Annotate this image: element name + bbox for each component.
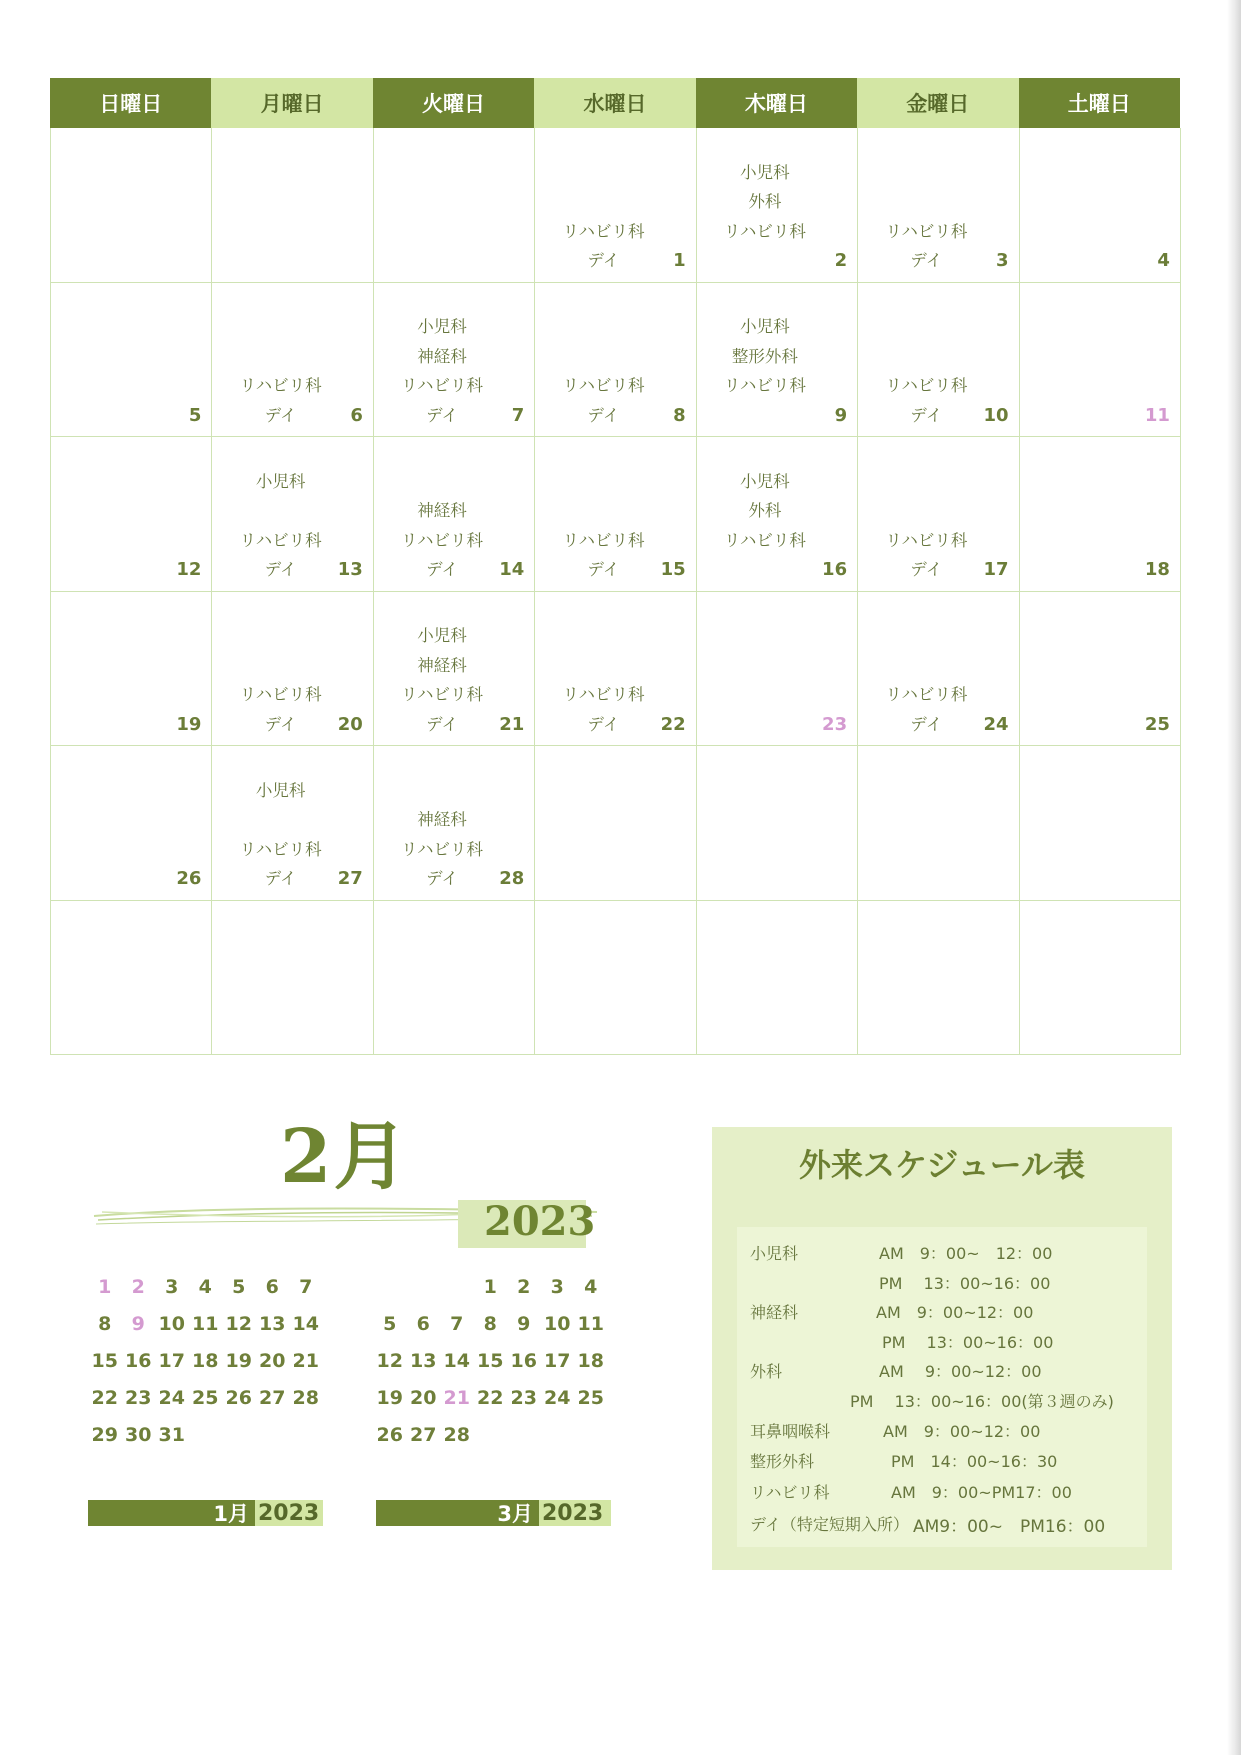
calendar-day-cell [1020,901,1181,1056]
day-number: 25 [1144,713,1170,735]
clinic-list [697,467,833,585]
mini-calendar-day: 8 [483,1312,497,1335]
mini-calendar-day: 10 [544,1312,571,1335]
clinic-entry: デイ [426,714,458,734]
clinic-entry: リハビリ科 [562,685,645,704]
day-number: 18 [1144,559,1170,580]
clinic-entry: リハビリ科 [562,530,645,550]
clinic-list [535,680,671,739]
clinic-entry: 神経科 [417,346,467,366]
day-number: 24 [983,713,1009,735]
weekday-header-cell: 土曜日 [1019,78,1180,128]
calendar-day-cell [374,746,535,901]
calendar-day-cell [858,592,1019,747]
clinic-entry: デイ [264,714,297,734]
schedule-row [750,1512,1150,1536]
mini-calendar-day: 23 [125,1386,152,1409]
day-number: 15 [660,559,686,580]
mini-calendar-day: 25 [192,1386,219,1409]
calendar-day-cell [697,437,858,592]
calendar-day-cell [858,128,1019,283]
calendar-day-cell [212,128,373,283]
schedule-row [750,1300,1150,1324]
schedule-row [750,1480,1150,1504]
mini-january-month-label: 1月 [88,1500,255,1526]
mini-calendar-march-label [376,1500,611,1526]
mini-calendar-week [373,1305,608,1342]
schedule-department: 耳鼻咽喉科 [750,1422,831,1441]
day-number: 4 [1157,250,1170,271]
clinic-entry: 外科 [748,192,782,211]
schedule-department: 神経科 [750,1303,799,1322]
year-text: 2023 [484,1198,596,1245]
mini-calendar-day: 21 [443,1386,470,1409]
calendar-day-cell [1020,592,1181,747]
calendar-day-cell [51,901,212,1056]
calendar-day-cell [535,592,696,747]
day-number: 23 [822,713,848,735]
mini-calendar-day: 18 [192,1349,219,1372]
clinic-entry: デイ [264,560,297,579]
mini-calendar-week [88,1305,323,1342]
clinic-entry: デイ [587,714,620,734]
mini-calendar-week [88,1379,323,1416]
schedule-row [750,1330,1150,1354]
clinic-list [535,526,671,585]
calendar-day-cell [51,746,212,901]
mini-calendar-day: 3 [165,1275,179,1298]
calendar-day-cell [697,592,858,747]
clinic-entry: 神経科 [417,501,467,520]
mini-calendar-day: 31 [158,1423,185,1446]
mini-calendar-day: 16 [510,1349,537,1372]
schedule-hours: AM 9：00~ 12：00 [879,1244,1053,1263]
mini-calendar-march [373,1268,608,1453]
outpatient-schedule-panel [712,1127,1172,1570]
calendar-day-cell [1020,283,1181,438]
calendar-day-cell [212,437,373,592]
clinic-entry: リハビリ科 [885,221,968,241]
clinic-entry: リハビリ科 [401,685,484,704]
calendar-day-cell [212,746,373,901]
schedule-department: デイ（特定短期入所） [750,1515,909,1534]
calendar-day-cell [535,746,696,901]
calendar-day-cell [858,901,1019,1056]
mini-calendar-day: 14 [443,1349,470,1372]
day-number: 5 [188,404,202,426]
day-number: 13 [337,559,363,580]
mini-calendar-week [373,1379,608,1416]
clinic-list [212,680,348,739]
calendar-day-cell [697,901,858,1056]
clinic-entry: デイ [910,714,943,734]
calendar-day-cell [535,901,696,1056]
day-number: 19 [176,713,202,735]
mini-calendar-day: 28 [443,1423,470,1446]
clinic-list [374,621,510,739]
schedule-hours: AM 9：00~12：00 [879,1362,1042,1381]
schedule-row [750,1359,1150,1383]
mini-calendar-day: 27 [259,1386,286,1409]
mini-calendar-day: 27 [410,1423,437,1446]
clinic-entry: デイ [910,251,943,270]
mini-calendar-week [88,1416,323,1453]
day-number: 28 [499,868,525,889]
calendar-day-cell [858,283,1019,438]
calendar-day-cell [535,437,696,592]
mini-calendar-day: 11 [577,1312,604,1335]
mini-calendar-day: 9 [131,1312,145,1335]
clinic-entry: リハビリ科 [562,376,645,395]
weekday-header-cell: 水曜日 [534,78,695,128]
clinic-entry: デイ [587,405,620,425]
mini-calendar-day: 13 [259,1312,286,1335]
mini-calendar-day: 23 [510,1386,537,1409]
mini-calendar-day: 6 [416,1312,430,1335]
clinic-entry: リハビリ科 [239,685,322,704]
day-number: 9 [834,404,848,426]
mini-calendar-week [373,1342,608,1379]
clinic-list [858,526,994,585]
mini-calendar-day: 4 [198,1275,212,1298]
mini-calendar-day: 5 [232,1275,246,1298]
calendar-day-cell [374,437,535,592]
calendar-day-cell [535,128,696,283]
mini-calendar-day: 30 [125,1423,152,1446]
day-number: 12 [176,559,202,580]
day-number: 20 [337,713,363,735]
clinic-entry: 小児科 [255,780,306,800]
month-title: 2月 [280,1114,410,1200]
mini-calendar-day: 28 [292,1386,319,1409]
weekday-header [50,78,1180,128]
schedule-hours: AM 9：00~PM17：00 [891,1483,1072,1502]
day-number: 22 [660,713,686,735]
mini-january-year-label: 2023 [255,1500,323,1526]
mini-calendar-day: 12 [376,1349,403,1372]
weekday-header-cell: 月曜日 [211,78,372,128]
clinic-list [212,776,348,894]
calendar-day-cell [374,901,535,1056]
page-edge-shadow [1227,0,1241,1755]
schedule-hours: PM 13：00~16：00(第３週のみ) [850,1392,1114,1411]
clinic-list [697,312,833,430]
mini-calendar-week [373,1416,608,1453]
clinic-entry: 小児科 [740,471,790,491]
clinic-entry: デイ [264,869,297,888]
mini-calendar-day: 25 [577,1386,604,1409]
mini-calendar-week [88,1342,323,1379]
mini-calendar-day: 1 [98,1275,112,1298]
clinic-list [374,496,510,585]
schedule-row [750,1241,1150,1265]
day-number: 21 [499,713,525,735]
weekday-header-cell: 金曜日 [857,78,1018,128]
clinic-entry: デイ [910,560,943,579]
mini-calendar-day: 24 [158,1386,185,1409]
mini-calendar-day: 10 [158,1312,185,1335]
schedule-hours: PM 13：00~16：00 [882,1333,1054,1352]
clinic-entry: リハビリ科 [885,530,968,550]
calendar-day-cell [51,437,212,592]
calendar-day-cell [1020,128,1181,283]
day-number: 26 [176,868,202,889]
clinic-entry: 小児科 [740,162,790,182]
mini-calendar-day: 3 [550,1275,564,1298]
clinic-entry: デイ [426,869,458,888]
weekday-header-cell: 火曜日 [373,78,534,128]
clinic-entry: 小児科 [740,317,790,336]
calendar-day-cell [374,128,535,283]
clinic-entry: リハビリ科 [885,376,968,395]
calendar-day-cell [697,283,858,438]
clinic-list [858,217,994,276]
day-number: 11 [1144,404,1170,426]
clinic-entry: デイ [426,405,458,425]
mini-calendar-day: 4 [584,1275,598,1298]
clinic-entry: リハビリ科 [401,839,484,859]
calendar-day-cell [697,128,858,283]
day-number: 3 [996,250,1009,271]
weekday-header-cell: 日曜日 [50,78,211,128]
mini-calendar-day: 17 [158,1349,185,1372]
mini-calendar-day: 26 [376,1423,403,1446]
mini-calendar-day: 14 [292,1312,319,1335]
day-number: 14 [499,559,525,580]
day-number: 16 [822,559,848,580]
schedule-row [750,1271,1150,1295]
clinic-list [535,371,671,430]
calendar-day-cell [858,746,1019,901]
day-number: 27 [337,868,363,889]
day-number: 6 [350,404,363,426]
mini-calendar-day: 20 [410,1386,437,1409]
mini-calendar-week [88,1268,323,1305]
schedule-title: 外来スケジュール表 [798,1146,1086,1184]
day-number: 1 [673,250,686,271]
clinic-entry: リハビリ科 [885,685,968,704]
schedule-row [750,1389,1150,1413]
mini-calendar-day: 20 [259,1349,286,1372]
clinic-entry: リハビリ科 [723,376,806,395]
mini-calendar-day: 15 [477,1349,504,1372]
mini-calendar-day: 18 [577,1349,604,1372]
calendar-day-cell [374,283,535,438]
clinic-list [858,371,994,430]
clinic-entry: リハビリ科 [401,376,484,395]
schedule-department: リハビリ科 [750,1483,830,1502]
calendar-day-cell [374,592,535,747]
schedule-row [750,1449,1150,1473]
schedule-hours: AM9：00~ PM16：00 [913,1517,1106,1537]
mini-calendar-day: 24 [544,1386,571,1409]
calendar-grid [50,128,1180,1055]
mini-calendar-day: 2 [131,1275,145,1298]
calendar-day-cell [697,746,858,901]
mini-calendar-day: 19 [376,1386,403,1409]
schedule-department: 外科 [750,1362,783,1381]
clinic-entry: デイ [264,405,297,425]
clinic-list [697,158,833,276]
clinic-list [374,312,510,430]
mini-calendar-day: 2 [517,1275,531,1298]
calendar-day-cell [51,283,212,438]
clinic-list [535,217,671,276]
mini-calendar-day: 11 [192,1312,219,1335]
clinic-entry: リハビリ科 [401,530,484,550]
day-number: 8 [673,404,686,426]
mini-march-year-label: 2023 [539,1500,611,1526]
month-calendar [50,78,1180,1055]
mini-calendar-day: 1 [483,1275,497,1298]
clinic-entry: リハビリ科 [562,221,645,241]
mini-calendar-day: 9 [517,1312,531,1335]
clinic-list [212,371,348,430]
mini-calendar-day: 15 [91,1349,118,1372]
mini-calendar-day: 19 [225,1349,252,1372]
day-number: 17 [983,559,1009,580]
mini-calendar-day: 6 [265,1275,279,1298]
mini-calendar-day: 17 [544,1349,571,1372]
mini-calendar-day: 29 [91,1423,118,1446]
clinic-entry: 小児科 [417,626,467,645]
clinic-entry: リハビリ科 [723,221,806,241]
mini-calendar-day: 22 [477,1386,504,1409]
clinic-entry: リハビリ科 [239,839,322,859]
mini-calendar-day: 12 [225,1312,252,1335]
clinic-entry: 神経科 [417,655,467,675]
mini-calendar-january [88,1268,323,1453]
mini-calendar-day: 22 [91,1386,118,1409]
mini-calendar-day: 7 [450,1312,464,1335]
schedule-department: 整形外科 [750,1452,815,1471]
mini-calendar-day: 5 [383,1312,397,1335]
mini-march-month-label: 3月 [376,1500,539,1526]
calendar-day-cell [51,592,212,747]
schedule-hours: PM 13：00~16：00 [879,1274,1051,1293]
clinic-list [212,467,348,585]
clinic-entry: 小児科 [255,471,306,491]
calendar-day-cell [1020,437,1181,592]
clinic-entry: デイ [910,405,943,425]
mini-calendar-day: 21 [292,1349,319,1372]
mini-calendar-day: 26 [225,1386,252,1409]
calendar-day-cell [212,592,373,747]
clinic-entry: デイ [587,560,620,579]
clinic-list [374,805,510,894]
clinic-entry: リハビリ科 [239,530,322,550]
mini-calendar-january-label [88,1500,323,1526]
calendar-day-cell [1020,746,1181,901]
clinic-entry: リハビリ科 [723,530,806,550]
calendar-day-cell [858,437,1019,592]
day-number: 2 [834,250,848,271]
clinic-entry: 小児科 [417,317,467,336]
clinic-entry: 整形外科 [731,346,798,366]
day-number: 7 [511,404,525,426]
schedule-hours: AM 9：00~12：00 [876,1303,1034,1322]
clinic-entry: デイ [426,560,458,579]
clinic-entry: リハビリ科 [239,376,322,395]
clinic-entry: デイ [587,251,620,270]
mini-calendar-day: 7 [299,1275,313,1298]
calendar-day-cell [212,901,373,1056]
calendar-day-cell [535,283,696,438]
schedule-hours: AM 9：00~12：00 [883,1422,1041,1441]
calendar-day-cell [212,283,373,438]
schedule-hours: PM 14：00~16：30 [891,1452,1058,1471]
weekday-header-cell: 木曜日 [696,78,857,128]
clinic-list [858,680,994,739]
clinic-entry: 外科 [748,501,782,520]
mini-calendar-day: 8 [98,1312,112,1335]
schedule-department: 小児科 [750,1244,799,1263]
mini-calendar-week [373,1268,608,1305]
mini-calendar-day: 16 [125,1349,152,1372]
day-number: 10 [983,404,1009,426]
schedule-row [750,1419,1150,1443]
calendar-day-cell [51,128,212,283]
clinic-entry: 神経科 [417,810,467,829]
mini-calendar-day: 13 [410,1349,437,1372]
